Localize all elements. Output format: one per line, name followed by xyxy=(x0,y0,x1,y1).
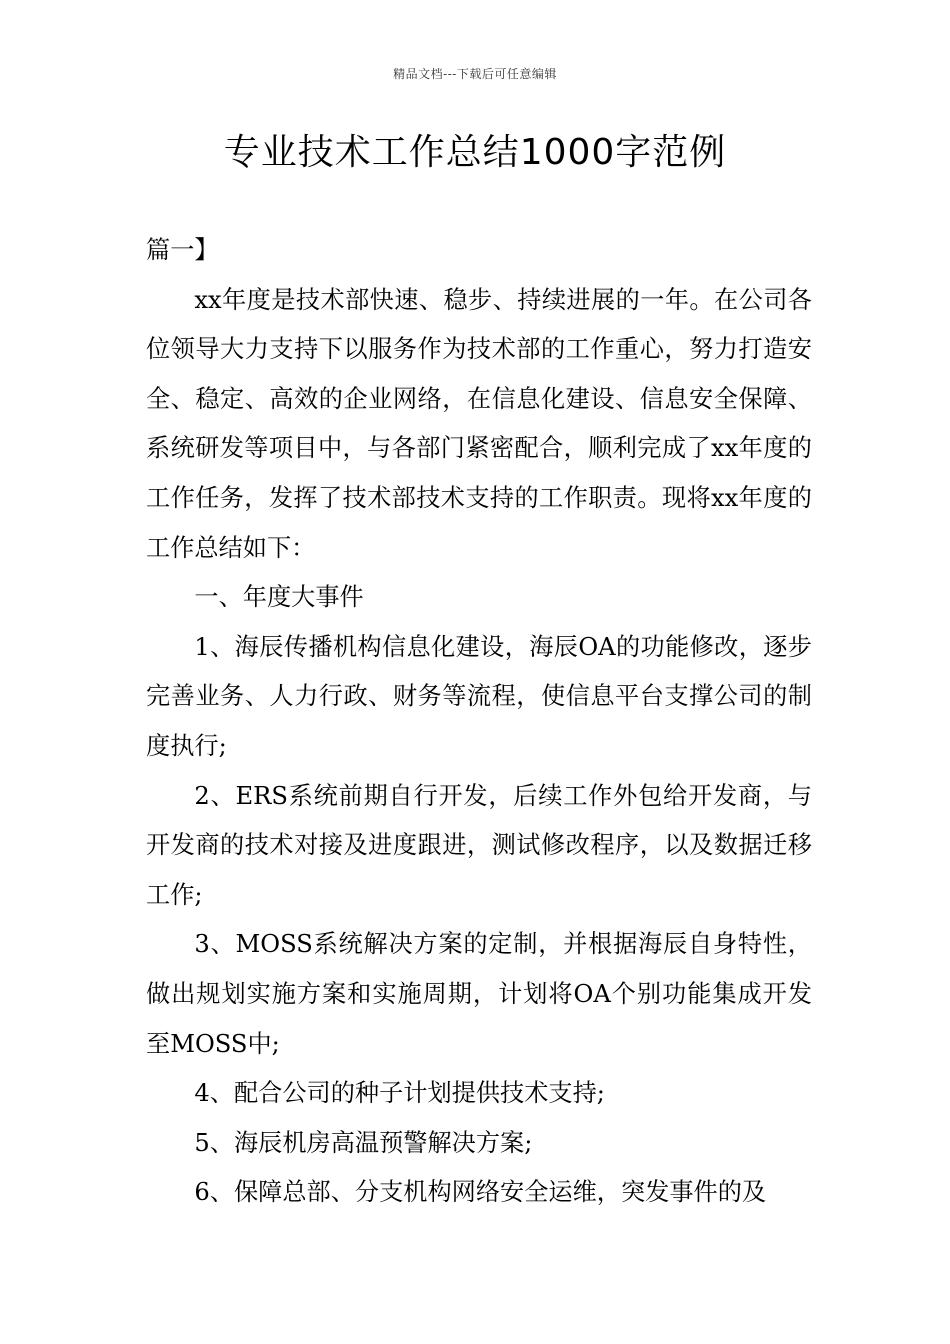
heading-annual-events: 一、年度大事件 xyxy=(194,583,364,612)
list-item: 4、配合公司的种子计划提供技术支持; xyxy=(194,1079,605,1108)
paragraph-intro: xx年度是技术部快速、稳步、持续进展的一年。在公司各位领导大力支持下以服务作为技术部的工作重心，努力打造安全、稳定、高效的企业网络，在信息化建设、信息安全保障、系统研发等项目中，与各部门紧密配合，顺利完成了xx年度的工作任务，发挥了技术部技术支持的工作职责。现将xx年度的工作总结如下： xyxy=(146,285,812,562)
list-item: 5、海辰机房高温预警解决方案; xyxy=(194,1128,533,1157)
list-item: 3、MOSS系统解决方案的定制，并根据海辰自身特性，做出规划实施方案和实施周期，计划将OA个别功能集成开发至MOSS中; xyxy=(146,930,812,1058)
list-item: 6、保障总部、分支机构网络安全运维，突发事件的及 xyxy=(194,1178,767,1207)
document-body xyxy=(146,226,812,1218)
document-title: 专业技术工作总结1000字范例 xyxy=(223,132,727,173)
list-item: 1、海辰传播机构信息化建设，海辰OA的功能修改，逐步完善业务、人力行政、财务等流程，使信息平台支撑公司的制度执行; xyxy=(146,632,812,760)
list-item: 2、ERS系统前期自行开发，后续工作外包给开发商，与开发商的技术对接及进度跟进，测试修改程序，以及数据迁移工作; xyxy=(146,781,812,909)
header-note: 精品文档---下载后可任意编辑 xyxy=(393,67,557,81)
section-label: 篇一】 xyxy=(146,236,219,264)
